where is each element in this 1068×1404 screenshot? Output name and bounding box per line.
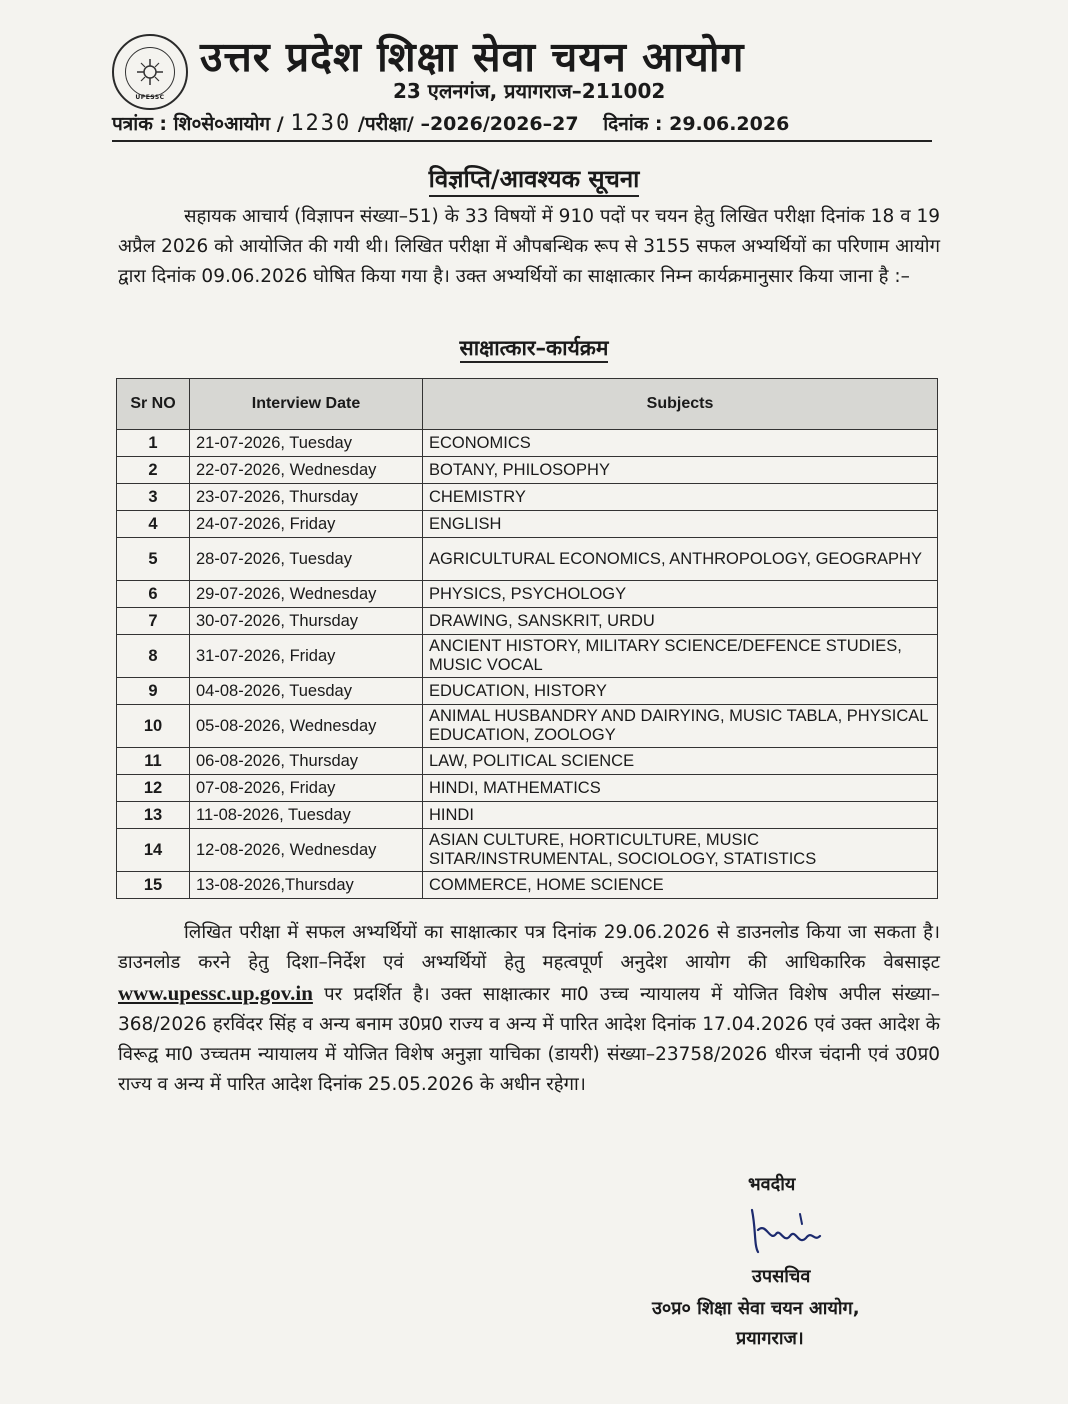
cell-date: 24-07-2026, Friday bbox=[190, 511, 423, 538]
cell-date: 13-08-2026,Thursday bbox=[190, 872, 423, 899]
table-row bbox=[117, 705, 938, 748]
notice-title bbox=[0, 162, 1068, 195]
table-row bbox=[117, 484, 938, 511]
cell-date: 05-08-2026, Wednesday bbox=[190, 705, 423, 748]
cell-sr: 7 bbox=[117, 608, 190, 635]
table-row bbox=[117, 775, 938, 802]
cell-subjects: DRAWING, SANSKRIT, URDU bbox=[423, 608, 938, 635]
cell-sr: 4 bbox=[117, 511, 190, 538]
cell-sr: 15 bbox=[117, 872, 190, 899]
organization-name: उत्तर प्रदेश शिक्षा सेवा चयन आयोग bbox=[200, 33, 745, 81]
cell-subjects: HINDI, MATHEMATICS bbox=[423, 775, 938, 802]
cell-subjects: BOTANY, PHILOSOPHY bbox=[423, 457, 938, 484]
column-header-subjects: Subjects bbox=[423, 379, 938, 430]
table-row bbox=[117, 678, 938, 705]
table-row bbox=[117, 608, 938, 635]
schedule-title-text: साक्षात्कार–कार्यक्रम bbox=[460, 336, 609, 363]
organization-address: 23 एलनगंज, प्रयागराज–211002 bbox=[393, 79, 666, 103]
cell-subjects: ANCIENT HISTORY, MILITARY SCIENCE/DEFENCE STUDIES, MUSIC VOCAL bbox=[423, 635, 938, 678]
emblem-icon bbox=[125, 47, 175, 97]
cell-subjects: ASIAN CULTURE, HORTICULTURE, MUSIC SITAR/INSTRUMENTAL, SOCIOLOGY, STATISTICS bbox=[423, 829, 938, 872]
cell-sr: 13 bbox=[117, 802, 190, 829]
table-row bbox=[117, 581, 938, 608]
cell-sr: 10 bbox=[117, 705, 190, 748]
cell-subjects: EDUCATION, HISTORY bbox=[423, 678, 938, 705]
reference-suffix: /परीक्षा/ –2026/2026–27 bbox=[357, 113, 579, 135]
column-header-sr: Sr NO bbox=[117, 379, 190, 430]
cell-sr: 2 bbox=[117, 457, 190, 484]
table-row bbox=[117, 829, 938, 872]
cell-sr: 14 bbox=[117, 829, 190, 872]
cell-subjects: CHEMISTRY bbox=[423, 484, 938, 511]
cell-date: 06-08-2026, Thursday bbox=[190, 748, 423, 775]
closing-paragraph bbox=[118, 918, 940, 1100]
cell-subjects: AGRICULTURAL ECONOMICS, ANTHROPOLOGY, GEOGRAPHY bbox=[423, 538, 938, 581]
cell-sr: 1 bbox=[117, 430, 190, 457]
closing-text-after-link: पर प्रदर्शित है। उक्त साक्षात्कार मा0 उच्च न्यायालय में योजित विशेष अपील संख्या–368/2026 हरविंदर सिंह व अन्य बनाम उ0प्र0 राज्य व अन्य में पारित आदेश दिनांक 17.04.2026 एवं उक्त आदेश के विरूद्व मा0 उच्चतम न्यायालय में योजित विशेष अनुज्ञा याचिका (डायरी) संख्या–23758/2026 धीरज चंदानी एवं उ0प्र0 राज्य व अन्य में पारित आदेश दिनांक 25.05.2026 के अधीन रहेगा। bbox=[118, 984, 941, 1095]
schedule-title bbox=[0, 334, 1068, 362]
table-row bbox=[117, 430, 938, 457]
handwritten-signature-icon bbox=[740, 1200, 830, 1260]
reference-line bbox=[112, 110, 932, 142]
cell-date: 07-08-2026, Friday bbox=[190, 775, 423, 802]
cell-subjects: PHYSICS, PSYCHOLOGY bbox=[423, 581, 938, 608]
table-header-row bbox=[117, 379, 938, 430]
cell-sr: 5 bbox=[117, 538, 190, 581]
cell-date: 31-07-2026, Friday bbox=[190, 635, 423, 678]
cell-date: 28-07-2026, Tuesday bbox=[190, 538, 423, 581]
column-header-date: Interview Date bbox=[190, 379, 423, 430]
table-row bbox=[117, 457, 938, 484]
cell-date: 22-07-2026, Wednesday bbox=[190, 457, 423, 484]
closing-text-before-link: लिखित परीक्षा में सफल अभ्यर्थियों का साक्षात्कार पत्र दिनांक 29.06.2026 से डाउनलोड किया जा सकता है। डाउनलोड करने हेतु दिशा–निर्देश एवं अभ्यर्थियों हेतु महत्वपूर्ण अनुदेश आयोग की आधिकारिक वेबसाइट bbox=[118, 922, 940, 973]
reference-prefix: पत्रांक : शि०से०आयोग / bbox=[112, 113, 284, 135]
cell-sr: 8 bbox=[117, 635, 190, 678]
cell-sr: 12 bbox=[117, 775, 190, 802]
signatory-organization: उ०प्र० शिक्षा सेवा चयन आयोग, bbox=[652, 1298, 860, 1319]
notice-date: दिनांक : 29.06.2026 bbox=[603, 113, 790, 135]
interview-schedule-table bbox=[116, 378, 938, 899]
cell-sr: 6 bbox=[117, 581, 190, 608]
cell-subjects: HINDI bbox=[423, 802, 938, 829]
reference-number: 1230 bbox=[290, 111, 352, 136]
cell-date: 11-08-2026, Tuesday bbox=[190, 802, 423, 829]
cell-subjects: LAW, POLITICAL SCIENCE bbox=[423, 748, 938, 775]
cell-subjects: ENGLISH bbox=[423, 511, 938, 538]
website-link[interactable]: www.upessc.up.gov.in bbox=[118, 981, 313, 1005]
table-row bbox=[117, 635, 938, 678]
cell-date: 21-07-2026, Tuesday bbox=[190, 430, 423, 457]
table-row bbox=[117, 748, 938, 775]
intro-paragraph: सहायक आचार्य (विज्ञापन संख्या–51) के 33 विषयों में 910 पदों पर चयन हेतु लिखित परीक्षा दिनांक 18 व 19 अप्रैल 2026 को आयोजित की गयी थी। लिखित परीक्षा में औपबन्धिक रूप से 3155 सफल अभ्यर्थियों का परिणाम आयोग द्वारा दिनांक 09.06.2026 घोषित किया गया है। उक्त अभ्यर्थियों का साक्षात्कार निम्न कार्यक्रमानुसार किया जाना है :– bbox=[118, 206, 940, 287]
cell-sr: 3 bbox=[117, 484, 190, 511]
cell-subjects: COMMERCE, HOME SCIENCE bbox=[423, 872, 938, 899]
cell-subjects: ANIMAL HUSBANDRY AND DAIRYING, MUSIC TABLA, PHYSICAL EDUCATION, ZOOLOGY bbox=[423, 705, 938, 748]
signature-closing: भवदीय bbox=[748, 1174, 796, 1195]
table-row bbox=[117, 802, 938, 829]
logo-text: UPESSC bbox=[135, 94, 165, 101]
cell-sr: 9 bbox=[117, 678, 190, 705]
cell-date: 29-07-2026, Wednesday bbox=[190, 581, 423, 608]
commission-logo-icon bbox=[112, 34, 188, 110]
cell-subjects: ECONOMICS bbox=[423, 430, 938, 457]
table-row bbox=[117, 511, 938, 538]
table-row bbox=[117, 872, 938, 899]
cell-date: 23-07-2026, Thursday bbox=[190, 484, 423, 511]
cell-sr: 11 bbox=[117, 748, 190, 775]
notice-title-text: विज्ञप्ति/आवश्यक सूचना bbox=[429, 165, 640, 197]
cell-date: 12-08-2026, Wednesday bbox=[190, 829, 423, 872]
cell-date: 04-08-2026, Tuesday bbox=[190, 678, 423, 705]
signatory-designation: उपसचिव bbox=[752, 1266, 811, 1287]
signatory-city: प्रयागराज। bbox=[736, 1328, 804, 1349]
cell-date: 30-07-2026, Thursday bbox=[190, 608, 423, 635]
table-row bbox=[117, 538, 938, 581]
